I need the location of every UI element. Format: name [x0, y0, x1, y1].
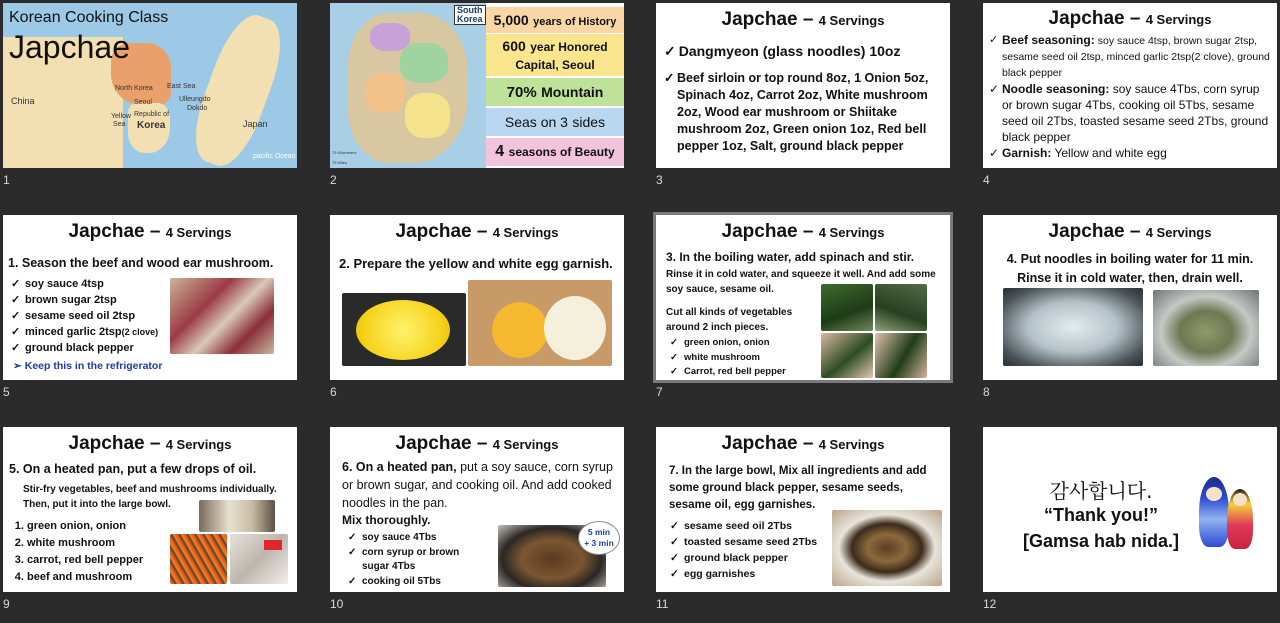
pepper-piece — [264, 540, 282, 550]
list-item — [11, 324, 158, 340]
map-title-line-2: Korea — [457, 14, 483, 24]
mushroom-photo — [230, 534, 288, 584]
fact-seas — [486, 108, 624, 136]
slide-title: Japchae – 4 Servings — [68, 221, 232, 242]
title-text: Japchae — [68, 433, 145, 454]
servings-text: 4 Servings — [165, 437, 232, 452]
step-rest: put a soy sauce, corn syrup or brown sugar, and cooking oil. And add cooked noodles in the pan. — [342, 460, 613, 510]
onion-photo — [199, 500, 275, 532]
cut-text: Cut all kinds of vegetables around 2 inch pieces. — [666, 307, 793, 333]
list-item: ✓ green onion, onion — [670, 336, 786, 351]
slide-title: Japchae – 4 Servings — [721, 9, 885, 30]
map-label-japan: Japan — [243, 119, 268, 129]
map-label-pacific: pacific Ocean — [253, 153, 296, 160]
list-item: ✓ Carrot, red bell pepper — [670, 365, 786, 380]
fact-small: sides — [572, 114, 606, 130]
thank-you-korean: 감사합니다. — [1049, 479, 1153, 503]
slide-title: Japchae — [9, 29, 130, 65]
time-bubble-line-2: + 3 min — [584, 538, 614, 548]
step-lead: 6. On a heated pan, — [342, 460, 457, 474]
step-text: 1. Season the beef and wood ear mushroom. — [8, 256, 274, 270]
slide-number-9: 9 — [3, 597, 10, 611]
fact-small: years of History — [533, 16, 617, 28]
list-item: ✓ egg garnishes — [670, 566, 817, 582]
drained-noodles-photo — [1153, 290, 1259, 366]
garnish-label: Garnish: — [1002, 146, 1052, 160]
slide-thumbnail-4[interactable] — [983, 3, 1277, 168]
map-region — [400, 43, 448, 83]
slide-title: Japchae – 4 Servings — [1048, 8, 1212, 29]
fact-history — [486, 7, 624, 33]
list-item: ✓ soy sauce 4tsp — [11, 276, 158, 292]
fact-capital — [486, 34, 624, 76]
slide-number-11: 11 — [656, 597, 669, 611]
fact-small: seasons of Beauty — [508, 145, 615, 159]
yellow-egg — [356, 300, 450, 360]
slide-thumbnail-2[interactable] — [330, 3, 624, 168]
slide-thumbnail-5[interactable] — [3, 215, 297, 380]
slide-number-3: 3 — [656, 173, 663, 187]
doll-face — [1233, 493, 1247, 506]
carrot-photo — [170, 534, 227, 584]
slide-title: Japchae – 4 Servings — [721, 221, 885, 242]
servings-text: 4 Servings — [818, 13, 885, 28]
slide-subtitle: Korean Cooking Class — [9, 9, 169, 26]
title-text: Japchae — [68, 221, 145, 242]
title-text: Japchae — [1048, 221, 1125, 242]
list-item: 4. beef and mushroom — [27, 569, 143, 586]
step-text — [342, 458, 618, 512]
title-text: Japchae — [1048, 8, 1125, 29]
noodle-label: Noodle seasoning: — [1002, 82, 1110, 96]
servings-text: 4 Servings — [492, 437, 559, 452]
map-label-seoul: Seoul — [134, 99, 152, 106]
list-item: ✓ ground black pepper — [11, 340, 158, 356]
slide-title: Japchae – 4 Servings — [721, 433, 885, 454]
slide-number-6: 6 — [330, 385, 337, 399]
step-sub-text: Rinse it in cold water, and squeeze it well. And add some soy sauce, sesame oil. — [666, 269, 936, 295]
servings-text: 4 Servings — [818, 225, 885, 240]
slide-thumbnail-7[interactable] — [656, 215, 950, 380]
map-scale-1: 75 Kilometers — [332, 150, 357, 155]
list-item: ✓ toasted sesame seed 2Tbs — [670, 534, 817, 550]
list-item: ✓ brown sugar 2tsp — [11, 292, 158, 308]
fact-big: Seas on 3 — [504, 114, 568, 130]
slide-thumbnail-10[interactable] — [330, 427, 624, 592]
white-egg-photo — [468, 280, 612, 366]
title-text: Japchae — [721, 221, 798, 242]
korean-doll-girl — [1227, 489, 1253, 549]
map-region — [370, 23, 410, 51]
boiling-noodles-photo — [1003, 288, 1143, 366]
white-egg-disc — [544, 296, 606, 360]
title-text: Japchae — [395, 221, 472, 242]
stir-fry-list — [3, 518, 143, 586]
map-title-box — [454, 5, 486, 25]
servings-text: 4 Servings — [1145, 225, 1212, 240]
spinach-photo-4 — [875, 333, 927, 378]
sauce-list — [348, 531, 488, 589]
thank-you-english: “Thank you!” — [1043, 505, 1158, 525]
map-label-east-sea: East Sea — [167, 83, 196, 90]
list-item: ✓ soy sauce 4Tbs — [348, 531, 488, 546]
title-text: Japchae — [395, 433, 472, 454]
list-item: ✓ ground black pepper — [670, 550, 817, 566]
map-label-sea: Sea — [113, 121, 126, 128]
beef-text: soy sauce 4tsp, brown sugar 2tsp, sesame seed oil 2tsp, minced garlic 2tsp(2 clove), ground black pepper — [1002, 35, 1270, 79]
spinach-photo-1 — [821, 284, 873, 331]
korean-doll-boy — [1199, 477, 1229, 547]
time-bubble — [578, 521, 620, 555]
yellow-egg-disc — [492, 302, 548, 358]
note-text: Keep this in the refrigerator — [24, 360, 163, 372]
slide-thumbnail-6[interactable] — [330, 215, 624, 380]
slide-thumbnail-1[interactable] — [3, 3, 297, 168]
slide-title: Japchae – 4 Servings — [395, 433, 559, 454]
step-text: 2. Prepare the yellow and white egg garnish. — [339, 256, 613, 271]
map-label-dokdo: Dokdo — [187, 105, 208, 112]
fact-mountain — [486, 78, 624, 106]
slide-thumbnail-3[interactable] — [656, 3, 950, 168]
servings-text: 4 Servings — [818, 437, 885, 452]
slide-thumbnail-11[interactable] — [656, 427, 950, 592]
spinach-photo-2 — [875, 284, 927, 331]
slide-number-5: 5 — [3, 385, 10, 399]
noodle-text: soy sauce 4Tbs, corn syrup or brown sugar 4Tbs, cooking oil 5Tbs, sesame seed oil 2Tbs, toasted sesame seed 2Tbs, ground black pepper — [1002, 82, 1269, 144]
list-item: 1. green onion, onion — [27, 518, 143, 535]
slide-thumbnail-8[interactable] — [983, 215, 1277, 380]
japchae-bowl-photo — [832, 510, 942, 586]
arrow-icon: ➢ — [13, 360, 22, 372]
fact-big: 5,000 — [493, 12, 529, 28]
servings-text: 4 Servings — [165, 225, 232, 240]
fact-big: 4 — [495, 143, 505, 160]
slide-number-8: 8 — [983, 385, 990, 399]
fact-big: 600 — [502, 38, 526, 54]
step-text: 5. On a heated pan, put a few drops of oil. — [9, 462, 257, 476]
map-label-korea: Korea — [137, 120, 166, 131]
slide-number-10: 10 — [330, 597, 344, 611]
slide-thumbnail-12[interactable] — [983, 427, 1277, 592]
slide-title: Japchae – 4 Servings — [395, 221, 559, 242]
seasoning-lists — [989, 32, 1273, 161]
list-item: ✓ sesame seed oil 2Tbs — [670, 518, 817, 534]
slide-title: Japchae – 4 Servings — [1048, 221, 1212, 242]
final-list — [670, 518, 817, 582]
step-text: 7. In the large bowl, Mix all ingredients and add some ground black pepper, sesame seeds, sesame oil, egg garnishes. — [669, 465, 927, 511]
check-icon: ✓ — [989, 82, 1000, 96]
step-line-1: 4. Put noodles in boiling water for 11 min. — [1006, 252, 1254, 266]
map-title-line-1: South — [457, 5, 483, 15]
doll-face — [1206, 487, 1222, 501]
map-label-republic: Republic of — [134, 111, 170, 118]
vegetable-list — [670, 336, 786, 380]
fact-small: year Honored Capital, Seoul — [515, 40, 608, 72]
step-sub-text: Stir-fry vegetables, beef and mushrooms individually. Then, put it into the large bowl. — [23, 484, 277, 510]
noodle-seasoning — [989, 81, 1273, 145]
step-line-2: Rinse it in cold water, then, drain well. — [1017, 271, 1243, 285]
mix-text: Mix thoroughly. — [342, 513, 431, 527]
ingredient-list — [664, 70, 944, 155]
list-item-text: minced garlic 2tsp — [25, 326, 122, 338]
fact-seasons — [486, 138, 624, 166]
garnish — [989, 145, 1273, 161]
slide-title: Japchae – 4 Servings — [68, 433, 232, 454]
step-text: 3. In the boiling water, add spinach and stir. — [666, 250, 915, 264]
ingredient-noodles: ✓ Dangmyeon (glass noodles) 10oz — [664, 43, 944, 60]
list-item: 3. carrot, red bell pepper — [27, 552, 143, 569]
slide-number-4: 4 — [983, 173, 990, 187]
slide-thumbnail-9[interactable] — [3, 427, 297, 592]
servings-text: 4 Servings — [1145, 12, 1212, 27]
map-label-north-korea: North Korea — [115, 85, 153, 92]
map-label-china: China — [11, 96, 35, 106]
yellow-egg-photo — [342, 293, 466, 366]
beef-mushroom-photo — [170, 278, 274, 354]
title-text: Japchae — [721, 9, 798, 30]
ingredient-list-text: Beef sirloin or top round 8oz, 1 Onion 5oz, Spinach 4oz, Carrot 2oz, White mushroom 2oz, Wood ear mushroom or Shiitake mushroom 2oz, Green onion 1oz, Red bell pepper 1oz, Salt, ground black pepper — [677, 71, 929, 153]
garlic-note: (2 clove) — [121, 327, 159, 337]
map-region — [405, 93, 450, 138]
map-region — [365, 73, 405, 113]
servings-text: 4 Servings — [492, 225, 559, 240]
list-item: ✓ white mushroom — [670, 351, 786, 366]
list-item: ✓ cooking oil 5Tbs — [348, 575, 488, 590]
slide-number-2: 2 — [330, 173, 337, 187]
slide-number-12: 12 — [983, 597, 997, 611]
time-bubble-line-1: 5 min — [587, 527, 611, 537]
slide-number-7: 7 — [656, 385, 663, 399]
garnish-text: Yellow and white egg — [1054, 146, 1167, 160]
spinach-photo-3 — [821, 333, 873, 378]
step-text — [983, 250, 1277, 288]
check-icon: ✓ — [989, 146, 1000, 160]
check-icon: ✓ — [989, 34, 999, 46]
map-label-ulleungdo: Ulleungdo — [179, 96, 211, 103]
check-icon: ✓ — [664, 71, 675, 85]
refrigerator-note — [13, 360, 162, 372]
beef-seasoning — [989, 32, 1273, 81]
map-scale-2: 75 Miles — [332, 160, 347, 165]
thank-you-romanized: [Gamsa hab nida.] — [1022, 531, 1180, 551]
korea-region-map — [330, 3, 486, 168]
title-text: Japchae — [721, 433, 798, 454]
fact-big: 70% — [506, 84, 537, 101]
seasoning-list — [11, 276, 158, 356]
slide-number-1: 1 — [3, 173, 10, 187]
list-item: ✓ corn syrup or brown sugar 4Tbs — [348, 546, 488, 575]
beef-label: Beef seasoning: — [1002, 33, 1095, 47]
list-item: 2. white mushroom — [27, 535, 143, 552]
map-label-yellow: Yellow — [111, 113, 131, 120]
fact-small: Mountain — [541, 84, 604, 100]
list-item: ✓ sesame seed oil 2tsp — [11, 308, 158, 324]
